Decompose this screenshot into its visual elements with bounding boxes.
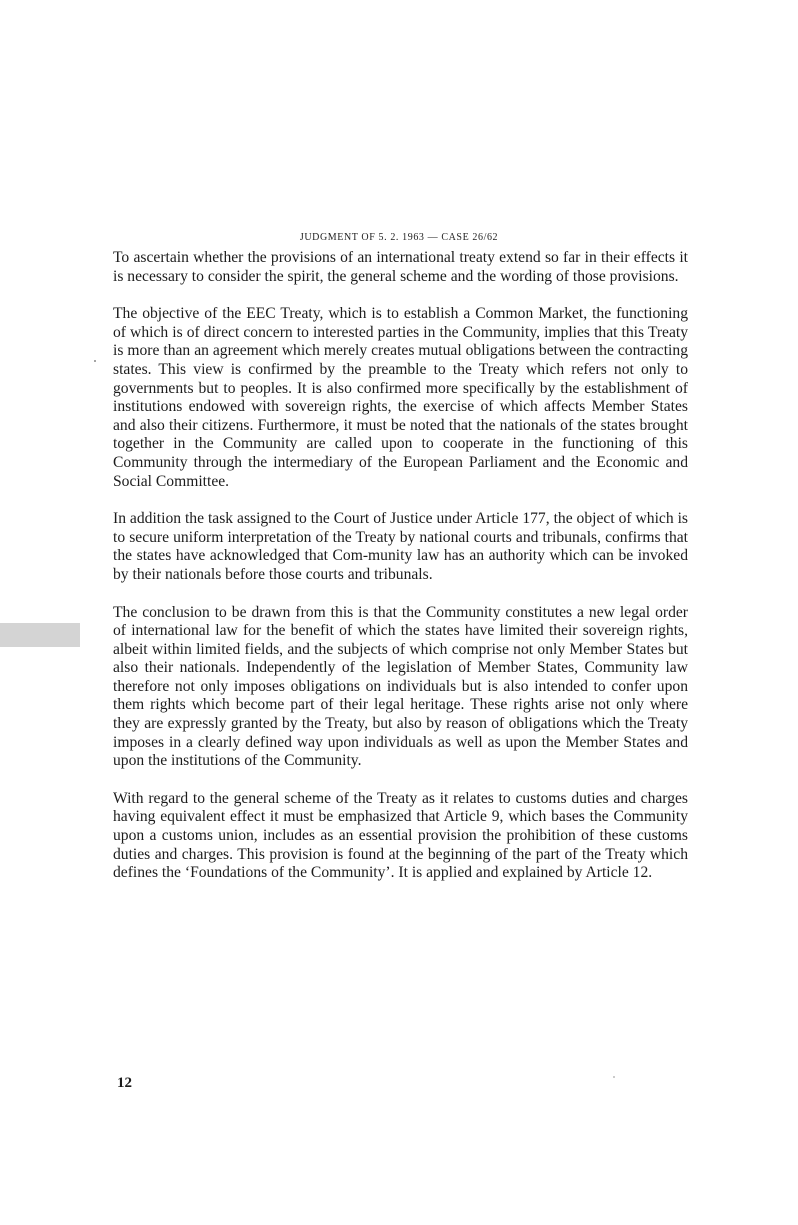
paragraph-eec-treaty-objective: The objective of the EEC Treaty, which is to establish a Common Market, the functioning of which is of direct concern to interested parties in the Community, implies that this Treaty is more than an agreement which merely creates mutual obligations between the contracting states. This view is confirmed by the preamble to the Treaty which refers not only to governments but to peoples. It is also confirmed more specifically by the establishment of institutions endowed with sovereign rights, the exercise of which affects Member States and also their citizens. Furthermore, it must be noted that the nationals of the states brought together in the Community are called upon to cooperate in the functioning of this Community through the intermediary of the European Parliament and the Economic and Social Committee.: [113, 305, 688, 490]
paragraph-spirit-scheme-wording: To ascertain whether the provisions of an international treaty extend so far in their effects it is necessary to consider the spirit, the general scheme and the wording of those provisions.: [113, 249, 688, 285]
running-header: JUDGMENT OF 5. 2. 1963 — CASE 26/62: [299, 232, 499, 243]
body-text: [113, 249, 688, 902]
scan-artifact-dot: [94, 360, 96, 362]
page-number: 12: [117, 1075, 132, 1091]
paragraph-article-177: In addition the task assigned to the Court of Justice under Article 177, the object of which is to secure uniform interpretation of the Treaty by national courts and tribunals, confirms that the states have acknowledged that Com-munity law has an authority which can be invoked by their nationals before those courts and tribunals.: [113, 510, 688, 583]
scan-artifact-dot: [613, 1076, 615, 1078]
paragraph-customs-duties: With regard to the general scheme of the Treaty as it relates to customs duties and charges having equivalent effect it must be emphasized that Article 9, which bases the Community upon a customs union, includes as an essential provision the prohibition of these customs duties and charges. This provision is found at the beginning of the part of the Treaty which defines the ‘Foundations of the Community’. It is applied and explained by Article 12.: [113, 789, 688, 882]
paragraph-new-legal-order: The conclusion to be drawn from this is that the Community constitutes a new legal order of international law for the benefit of which the states have limited their sovereign rights, albeit within limited fields, and the subjects of which comprise not only Member States but also their nationals. Independently of the legislation of Member States, Community law therefore not only imposes obligations on individuals but is also intended to confer upon them rights which become part of their legal heritage. These rights arise not only where they are expressly granted by the Treaty, but also by reason of obligations which the Treaty imposes in a clearly defined way upon individuals as well as upon the Member States and upon the institutions of the Community.: [113, 603, 688, 770]
side-scroll-tab[interactable]: [0, 623, 80, 647]
